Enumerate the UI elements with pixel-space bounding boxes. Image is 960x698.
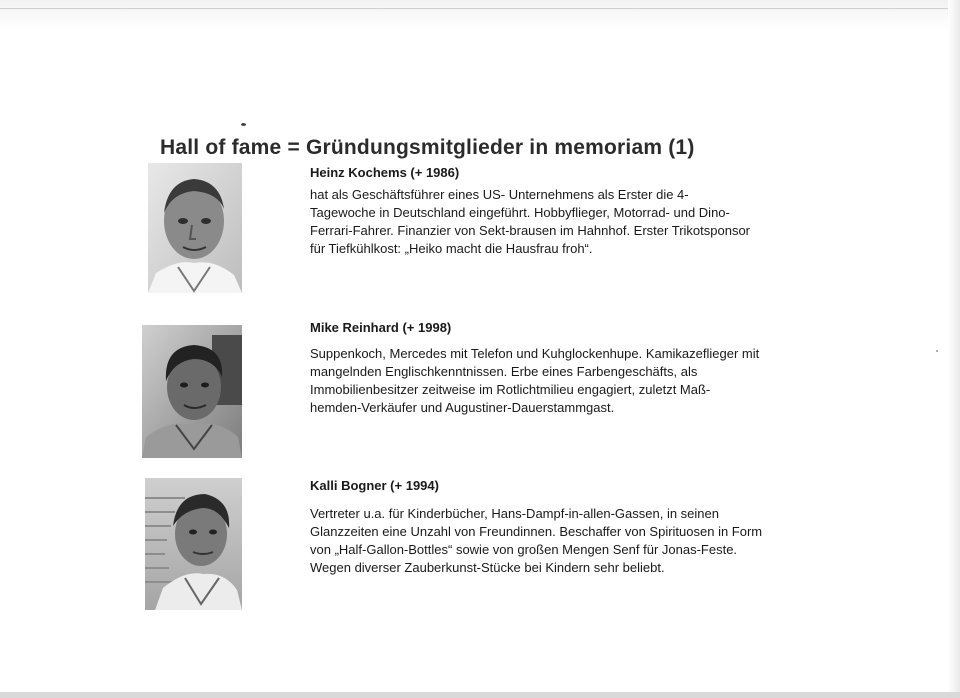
portrait-photo-heinz-kochems (148, 163, 242, 293)
page-title: Hall of fame = Gründungsmitglieder in memoriam (1) (160, 136, 695, 159)
portrait-photo-kalli-bogner (145, 478, 242, 610)
scan-speck (241, 123, 246, 126)
scan-bottom-edge (0, 692, 960, 698)
member-name-mike-reinhard: Mike Reinhard (+ 1998) (310, 320, 452, 335)
member-bio-heinz-kochems: hat als Geschäftsführer eines US- Unternehmens als Erster die 4-Tagewoche in Deutschland eingeführt. Hobbyflieger, Motorrad- und Dino-Ferrari-Fahrer. Finanzier von Sekt-brausen im Hahnhof. Erster Trikotsponsor für Tiefkühlkost: „Heiko macht die Hausfrau froh“. (310, 187, 751, 256)
member-bio-kalli-bogner: Vertreter u.a. für Kinderbücher, Hans-Dampf-in-allen-Gassen, in seinen Glanzzeiten eine Unzahl von Freundinnen. Beschaffer von Spirituosen in Form von „Half-Gallon-Bottles“ sowie von großen Mengen Senf für Jonas-Feste. Wegen diverser Zauberkunst-Stücke bei Kindern sehr beliebt. (310, 506, 763, 575)
member-bio-mike-reinhard: Suppenkoch, Mercedes mit Telefon und Kuhglockenhupe. Kamikazeflieger mit mangelnden Englischkenntnissen. Erbe eines Farbengeschäfts, als Immobilienbesitzer zeitweise im Rotlichtmilieu engagiert, zuletzt Maß-hemden-Verkäufer und Augustiner-Dauerstammgast. (310, 346, 760, 415)
portrait-photo-mike-reinhard (142, 325, 242, 458)
scan-top-shadow (0, 0, 960, 30)
member-name-kalli-bogner: Kalli Bogner (+ 1994) (310, 478, 439, 493)
scan-speck (936, 350, 938, 352)
scan-top-edge (0, 8, 955, 9)
member-name-heinz-kochems: Heinz Kochems (+ 1986) (310, 165, 460, 180)
scan-right-edge (948, 0, 960, 698)
